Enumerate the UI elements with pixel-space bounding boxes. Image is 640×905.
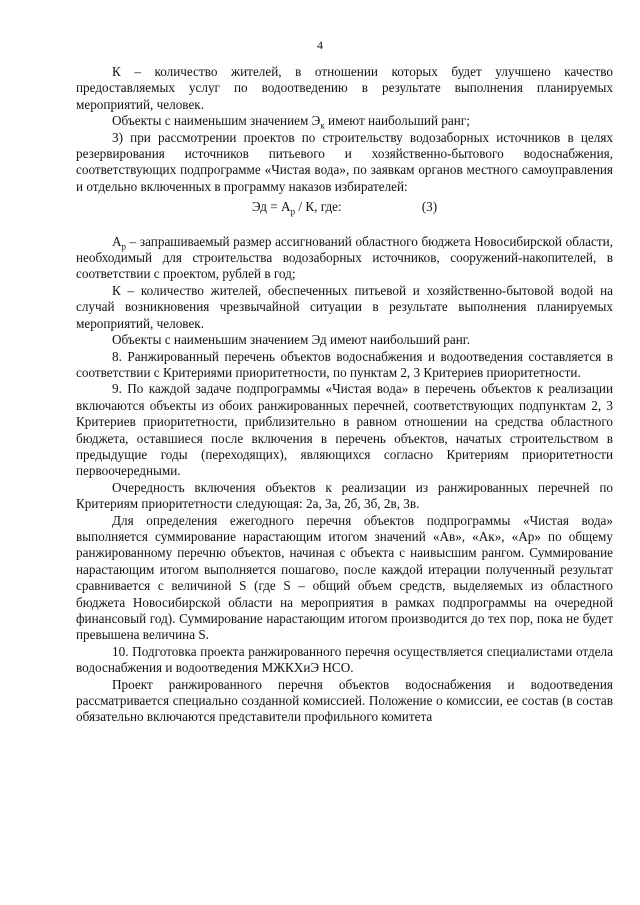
paragraph-item-10: 10. Подготовка проекта ранжированного перечня осуществляется специалистами отдела водоснабжения и водоотведения МЖКХиЭ НСО. <box>76 643 613 676</box>
page-number: 4 <box>317 38 323 52</box>
paragraph-summation: Для определения ежегодного перечня объектов подпрограммы «Чистая вода» выполняется суммирование нарастающим итогом значений «Ав», «Ак», «Ар» по общему ранжированному перечню объектов, начиная с объекта с наивысшим рангом. Суммирование нарастающим итогом выполняется пошагово, после каждой итерации полученный результат сравнивается с величиной S (где S – общий объем средств, выделяемых из областного бюджета Новосибирской области на мероприятия в рамках подпрограммы на очередной финансовый год). Суммирование нарастающим итогом производится до тех пор, пока не будет превышена величина S. <box>76 512 613 643</box>
paragraph-k-definition: К – количество жителей, в отношении которых будет улучшено качество предоставляемых услуг по водоотведению в результате выполнения планируемых мероприятий, человек. <box>76 64 613 112</box>
paragraph-item-9: 9. По каждой задаче подпрограммы «Чистая вода» в перечень объектов к реализации включаются объекты из обоих ранжированных перечней, соответствующих подпунктам 2, 3 Критериев приоритетности, приблизительно в равном отношении на средства областного бюджета, оставшиеся после включения в перечень объектов, начатых строительством в предыдущие годы (переходящих), являющихся согласно Критериям приоритетности первоочередными. <box>76 381 613 479</box>
paragraph-rank-ek: Объекты с наименьшим значением $Э_к$ имеют наибольший ранг; <box>112 113 470 131</box>
paragraph-item-8: 8. Ранжированный перечень объектов водоснабжения и водоотведения составляется в соответствии с Критериями приоритетности, по пунктам 2, 3 Критериев приоритетности. <box>76 348 613 380</box>
formula-3 <box>76 199 613 215</box>
paragraph-k-residents: К – количество жителей, обеспеченных питьевой и хозяйственно-бытовой водой на случай возникновения чрезвычайной ситуации в результате выполнения планируемых мероприятий, человек. <box>76 282 613 331</box>
formula-expression: Эд = $А_р$ / К, где: <box>251 199 342 217</box>
formula-number: (3) <box>421 199 438 215</box>
paragraph-rank-ed: Объекты с наименьшим значением Эд имеют наибольший ранг. <box>112 332 471 348</box>
document-body <box>76 64 613 726</box>
paragraph-order: Очередность включения объектов к реализации из ранжированных перечней по Критериям приоритетности следующая: 2а, 3а, 2б, 3б, 2в, 3в. <box>76 479 613 512</box>
paragraph-ap-definition: $А_р$ – запрашиваемый размер ассигнований областного бюджета Новосибирской области, необходимый для строительства водозаборных источников, сооружений-накопителей, в соответствии с проектом, рублей в год; <box>76 233 613 282</box>
paragraph-item-3: 3) при рассмотрении проектов по строительству водозаборных источников в целях резервирования источников питьевого и хозяйственно-бытового водоснабжения, соответствующих подпрограмме «Чистая вода», по заявкам органов местного самоуправления и отдельно включенных в программу наказов избирателей: <box>76 129 613 194</box>
paragraph-commission: Проект ранжированного перечня объектов водоснабжения и водоотведения рассматривается специально созданной комиссией. Положение о комиссии, ее состав (в состав обязательно включаются представители профильного комитета <box>76 676 613 725</box>
